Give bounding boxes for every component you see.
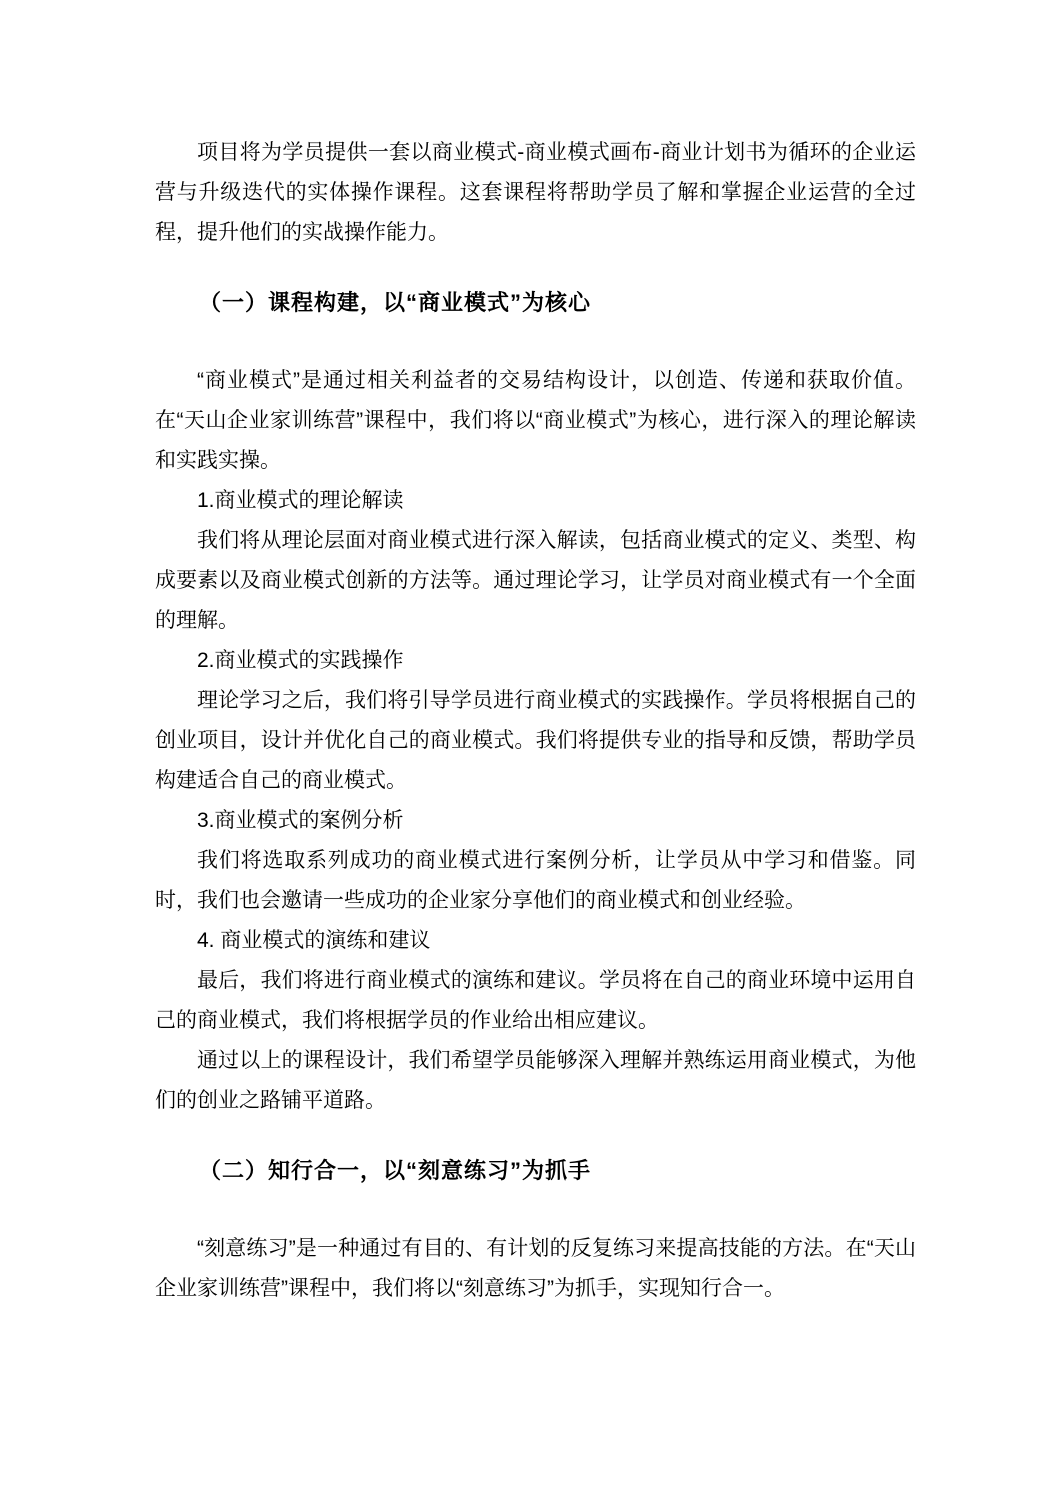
numbered-item-heading-3: 3.商业模式的案例分析	[197, 809, 404, 832]
section-heading-1: （一）课程构建，以“商业模式”为核心	[199, 290, 592, 315]
numbered-item-heading-1: 1.商业模式的理论解读	[197, 489, 404, 512]
section-heading-2: （二）知行合一，以“刻意练习”为抓手	[199, 1158, 592, 1183]
numbered-item-heading-2: 2.商业模式的实践操作	[197, 649, 404, 672]
paragraph-summary: 通过以上的课程设计，我们希望学员能够深入理解并熟练运用商业模式，为他们的创业之路铺平道路。	[155, 1049, 916, 1112]
paragraph-practice: 理论学习之后，我们将引导学员进行商业模式的实践操作。学员将根据自己的创业项目，设计并优化自己的商业模式。我们将提供专业的指导和反馈，帮助学员构建适合自己的商业模式。	[155, 689, 916, 792]
numbered-item-heading-4: 4. 商业模式的演练和建议	[197, 929, 431, 952]
paragraph-business-model-intro: “商业模式”是通过相关利益者的交易结构设计，以创造、传递和获取价值。在“天山企业家训练营”课程中，我们将以“商业模式”为核心，进行深入的理论解读和实践实操。	[155, 369, 916, 472]
paragraph-drill: 最后，我们将进行商业模式的演练和建议。学员将在自己的商业环境中运用自己的商业模式，我们将根据学员的作业给出相应建议。	[155, 969, 916, 1032]
paragraph-theory: 我们将从理论层面对商业模式进行深入解读，包括商业模式的定义、类型、构成要素以及商业模式创新的方法等。通过理论学习，让学员对商业模式有一个全面的理解。	[155, 529, 916, 632]
paragraph-intro: 项目将为学员提供一套以商业模式-商业模式画布-商业计划书为循环的企业运营与升级迭代的实体操作课程。这套课程将帮助学员了解和掌握企业运营的全过程，提升他们的实战操作能力。	[155, 141, 916, 244]
paragraph-case-study: 我们将选取系列成功的商业模式进行案例分析，让学员从中学习和借鉴。同时，我们也会邀请一些成功的企业家分享他们的商业模式和创业经验。	[155, 849, 916, 912]
paragraph-deliberate-practice: “刻意练习”是一种通过有目的、有计划的反复练习来提高技能的方法。在“天山企业家训练营”课程中，我们将以“刻意练习”为抓手，实现知行合一。	[155, 1237, 916, 1300]
